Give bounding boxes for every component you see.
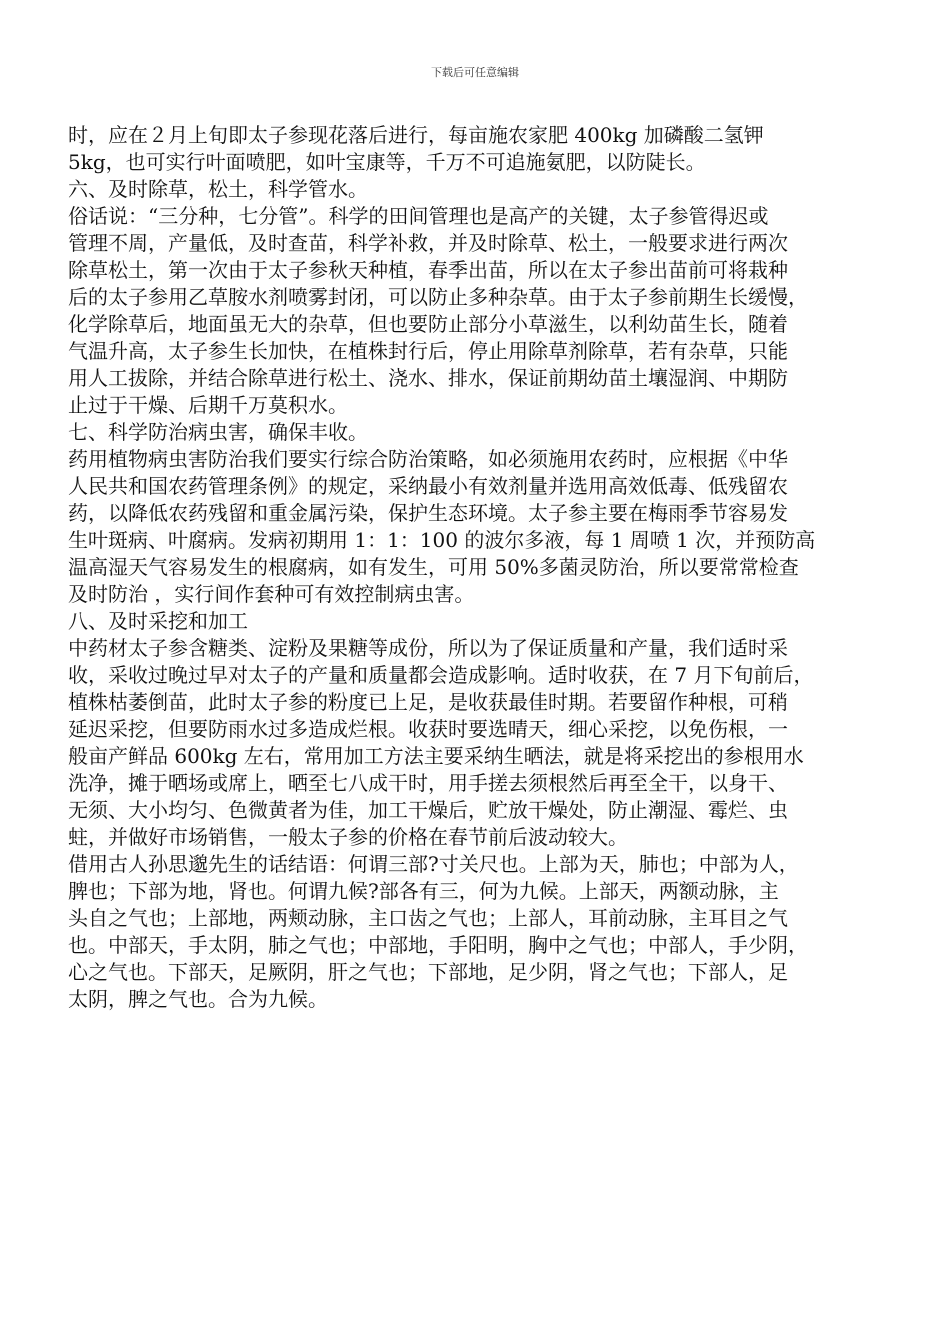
text-line: 生叶斑病、叶腐病。发病初期用 1：1：100 的波尔多液，每 1 周喷 1 次，并预防高 <box>68 528 816 552</box>
section-heading: 七、科学防治病虫害，确保丰收。 <box>68 420 368 444</box>
text-line: 及时防治 ，实行间作套种可有效控制病虫害。 <box>68 582 475 606</box>
text-line: 后的太子参用乙草胺水剂喷雾封闭，可以防止多种杂草。由于太子参前期生长缓慢， <box>68 285 808 309</box>
text-line: 头自之气也；上部地，两颊动脉，主口齿之气也；上部人，耳前动脉，主耳目之气 <box>68 906 788 930</box>
text-line: 温高湿天气容易发生的根腐病，如有发生，可用 50%多菌灵防治，所以要常常检查 <box>68 555 799 579</box>
text-line: 人民共和国农药管理条例》的规定，采纳最小有效剂量并选用高效低毒、低残留农 <box>68 474 788 498</box>
text-line: 也。中部天，手太阴，肺之气也；中部地，手阳明，胸中之气也；中部人，手少阴， <box>68 933 808 957</box>
text-line: 借用古人孙思邈先生的话结语：何谓三部?寸关尺也。上部为天，肺也；中部为人， <box>68 852 799 876</box>
text-line: 俗话说：“三分种，七分管”。科学的田间管理也是高产的关键，太子参管得迟或 <box>68 204 769 228</box>
text-line: 蛀，并做好市场销售，一般太子参的价格在春节前后波动较大。 <box>68 825 628 849</box>
text-line: 药用植物病虫害防治我们要实行综合防治策略，如必须施用农药时，应根据《中华 <box>68 447 788 471</box>
text-line: 用人工拔除，并结合除草进行松土、浇水、排水，保证前期幼苗土壤湿润、中期防 <box>68 366 788 390</box>
text-line: 植株枯萎倒苗，此时太子参的粉度已上足，是收获最佳时期。若要留作种根，可稍 <box>68 690 788 714</box>
text-line: 止过于干燥、后期千万莫积水。 <box>68 393 348 417</box>
section-heading: 八、及时采挖和加工 <box>68 609 248 633</box>
text-line: 除草松土，第一次由于太子参秋天种植，春季出苗，所以在太子参出苗前可将栽种 <box>68 258 788 282</box>
text-line: 药，以降低农药残留和重金属污染，保护生态环境。太子参主要在梅雨季节容易发 <box>68 501 788 525</box>
text-line: 心之气也。下部天，足厥阴，肝之气也；下部地，足少阴，肾之气也；下部人，足 <box>68 960 788 984</box>
text-line: 时，应在２月上旬即太子参现花落后进行，每亩施农家肥 400kg 加磷酸二氢钾 <box>68 123 764 147</box>
text-line: 太阴，脾之气也。合为九候。 <box>68 987 328 1011</box>
text-line: 般亩产鲜品 600kg 左右，常用加工方法主要采纳生晒法，就是将采挖出的参根用水 <box>68 744 804 768</box>
text-line: 管理不周，产量低，及时查苗，科学补救，并及时除草、松土，一般要求进行两次 <box>68 231 788 255</box>
text-line: 中药材太子参含糖类、淀粉及果糖等成份，所以为了保证质量和产量，我们适时采 <box>68 636 788 660</box>
page-header-note: 下载后可任意编辑 <box>431 66 519 79</box>
text-line: 化学除草后，地面虽无大的杂草，但也要防止部分小草滋生，以利幼苗生长，随着 <box>68 312 788 336</box>
text-line: 洗净，摊于晒场或席上，晒至七八成干时，用手搓去须根然后再至全干，以身干、 <box>68 771 788 795</box>
text-line: 无须、大小均匀、色微黄者为佳，加工干燥后，贮放干燥处，防止潮湿、霉烂、虫 <box>68 798 788 822</box>
document-body <box>68 122 888 1013</box>
text-line: 脾也；下部为地，肾也。何谓九候?部各有三，何为九候。上部天，两额动脉，主 <box>68 879 779 903</box>
text-line: 延迟采挖，但要防雨水过多造成烂根。收获时要选晴天，细心采挖，以免伤根，一 <box>68 717 788 741</box>
text-line: 5kg，也可实行叶面喷肥，如叶宝康等，千万不可追施氨肥，以防陡长。 <box>68 150 706 174</box>
text-line: 气温升高，太子参生长加快，在植株封行后，停止用除草剂除草，若有杂草，只能 <box>68 339 788 363</box>
text-line: 收，采收过晚过早对太子的产量和质量都会造成影响。适时收获，在 7 月下旬前后， <box>68 663 814 687</box>
section-heading: 六、及时除草，松土，科学管水。 <box>68 177 368 201</box>
